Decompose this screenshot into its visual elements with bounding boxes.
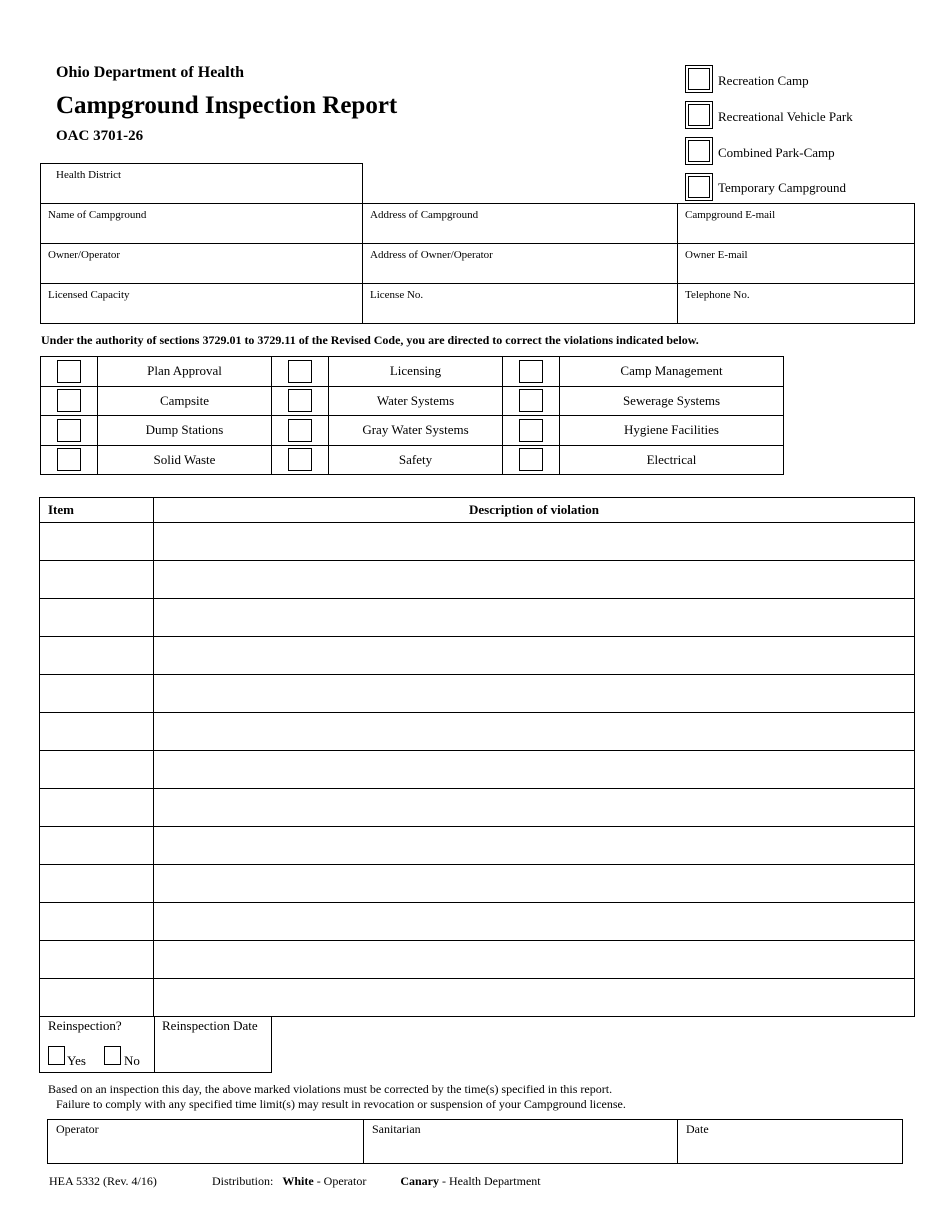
item-cell[interactable]: [40, 865, 154, 903]
electrical-checkbox[interactable]: [519, 448, 543, 471]
licensed-capacity-field[interactable]: [40, 283, 363, 324]
violation-item-row: [40, 941, 915, 979]
license-number-label: License No.: [370, 289, 424, 301]
description-cell[interactable]: [154, 523, 915, 561]
violation-item-row: [40, 561, 915, 599]
license-number-field[interactable]: [362, 283, 678, 324]
description-cell[interactable]: [154, 903, 915, 941]
description-cell[interactable]: [154, 675, 915, 713]
recreation-camp-label: Recreation Camp: [718, 73, 809, 88]
category-label: Campsite: [98, 386, 272, 416]
distribution-label: Distribution:: [212, 1174, 274, 1188]
description-cell[interactable]: [154, 979, 915, 1017]
violation-item-row: [40, 789, 915, 827]
item-cell[interactable]: [40, 941, 154, 979]
category-label: Hygiene Facilities: [560, 416, 784, 446]
item-cell[interactable]: [40, 561, 154, 599]
item-column-header: Item: [40, 498, 154, 523]
description-cell[interactable]: [154, 941, 915, 979]
licensed-capacity-label: Licensed Capacity: [48, 289, 130, 301]
dump-stations-checkbox[interactable]: [57, 419, 81, 442]
category-label: Licensing: [329, 357, 503, 387]
combined-park-camp-label: Combined Park-Camp: [718, 145, 835, 160]
compliance-notice-line-1: Based on an inspection this day, the above marked violations must be corrected by the time(s) specified in this report.: [48, 1082, 613, 1096]
reinspection-yes-checkbox[interactable]: [48, 1046, 65, 1065]
campground-name-field[interactable]: [40, 203, 363, 244]
reinspection-yes-label: Yes: [67, 1053, 86, 1068]
item-cell[interactable]: [40, 789, 154, 827]
date-field[interactable]: [677, 1119, 903, 1164]
recreation-camp-checkbox[interactable]: [685, 65, 713, 93]
category-label: Camp Management: [560, 357, 784, 387]
category-row: [41, 386, 784, 416]
canary-copy-desc: - Health Department: [439, 1174, 541, 1188]
description-cell[interactable]: [154, 599, 915, 637]
regulation-code: OAC 3701-26: [56, 128, 144, 144]
violation-item-row: [40, 637, 915, 675]
category-label: Safety: [329, 445, 503, 475]
category-label: Sewerage Systems: [560, 386, 784, 416]
violation-item-row: [40, 827, 915, 865]
description-cell[interactable]: [154, 561, 915, 599]
owner-operator-label: Owner/Operator: [48, 249, 121, 261]
rv-park-label: Recreational Vehicle Park: [718, 109, 853, 124]
item-cell[interactable]: [40, 599, 154, 637]
reinspection-question: Reinspection?: [48, 1018, 122, 1033]
temporary-campground-checkbox[interactable]: [685, 173, 713, 201]
sanitarian-signature-field[interactable]: [363, 1119, 678, 1164]
violation-item-row: [40, 865, 915, 903]
description-cell[interactable]: [154, 637, 915, 675]
campsite-checkbox[interactable]: [57, 389, 81, 412]
category-row: [41, 416, 784, 446]
licensing-checkbox[interactable]: [288, 360, 312, 383]
item-cell[interactable]: [40, 637, 154, 675]
date-label: Date: [686, 1122, 709, 1136]
violation-item-row: [40, 675, 915, 713]
distribution-info: [212, 1174, 541, 1189]
violation-item-row: [40, 599, 915, 637]
description-cell[interactable]: [154, 713, 915, 751]
telephone-field[interactable]: [677, 283, 915, 324]
temporary-campground-label: Temporary Campground: [718, 180, 846, 195]
campground-address-field[interactable]: [362, 203, 678, 244]
campground-email-label: Campground E-mail: [685, 209, 776, 221]
solid-waste-checkbox[interactable]: [57, 448, 81, 471]
owner-email-label: Owner E-mail: [685, 249, 748, 261]
compliance-notice-line-2: Failure to comply with any specified time limit(s) may result in revocation or suspension of your Campground license.: [56, 1097, 626, 1111]
owner-address-label: Address of Owner/Operator: [370, 249, 493, 261]
description-column-header: Description of violation: [154, 498, 915, 523]
combined-park-camp-checkbox[interactable]: [685, 137, 713, 165]
item-cell[interactable]: [40, 751, 154, 789]
violation-categories-table: [40, 356, 784, 475]
owner-address-field[interactable]: [362, 243, 678, 284]
sewerage-systems-checkbox[interactable]: [519, 389, 543, 412]
item-cell[interactable]: [40, 979, 154, 1017]
violation-item-row: [40, 979, 915, 1017]
campground-address-label: Address of Campground: [370, 209, 479, 221]
authority-statement: Under the authority of sections 3729.01 to 3729.11 of the Revised Code, you are directed to correct the violations indicated below.: [41, 333, 699, 347]
page-title: Campground Inspection Report: [56, 92, 398, 119]
item-cell[interactable]: [40, 827, 154, 865]
reinspection-question-cell: [39, 1016, 155, 1073]
reinspection-no-label: No: [124, 1053, 140, 1068]
health-district-label: Health District: [56, 169, 122, 181]
category-label: Solid Waste: [98, 445, 272, 475]
items-header-row: [40, 498, 915, 523]
category-row: [41, 445, 784, 475]
organization-name: Ohio Department of Health: [56, 64, 244, 81]
description-cell[interactable]: [154, 751, 915, 789]
description-cell[interactable]: [154, 865, 915, 903]
rv-park-checkbox[interactable]: [685, 101, 713, 129]
category-label: Electrical: [560, 445, 784, 475]
plan-approval-checkbox[interactable]: [57, 360, 81, 383]
item-cell[interactable]: [40, 675, 154, 713]
category-label: Gray Water Systems: [329, 416, 503, 446]
item-cell[interactable]: [40, 903, 154, 941]
category-label: Water Systems: [329, 386, 503, 416]
operator-signature-field[interactable]: [47, 1119, 364, 1164]
violation-items-table: [39, 497, 915, 1017]
violation-item-row: [40, 751, 915, 789]
item-cell[interactable]: [40, 713, 154, 751]
item-cell[interactable]: [40, 523, 154, 561]
description-cell[interactable]: [154, 827, 915, 865]
violation-item-row: [40, 523, 915, 561]
owner-operator-field[interactable]: [40, 243, 363, 284]
violation-item-row: [40, 903, 915, 941]
camp-management-checkbox[interactable]: [519, 360, 543, 383]
health-district-field[interactable]: [40, 163, 363, 204]
white-copy-label: White: [282, 1174, 314, 1188]
reinspection-no-checkbox[interactable]: [104, 1046, 121, 1065]
violation-item-row: [40, 713, 915, 751]
category-row: [41, 357, 784, 387]
hygiene-facilities-checkbox[interactable]: [519, 419, 543, 442]
white-copy-desc: - Operator: [313, 1174, 367, 1188]
operator-label: Operator: [56, 1122, 99, 1136]
form-number: HEA 5332 (Rev. 4/16): [49, 1174, 157, 1188]
gray-water-systems-checkbox[interactable]: [288, 419, 312, 442]
category-label: Dump Stations: [98, 416, 272, 446]
canary-copy-label: Canary: [400, 1174, 439, 1188]
campground-email-field[interactable]: [677, 203, 915, 244]
sanitarian-label: Sanitarian: [372, 1122, 421, 1136]
description-cell[interactable]: [154, 789, 915, 827]
water-systems-checkbox[interactable]: [288, 389, 312, 412]
reinspection-date-label: Reinspection Date: [162, 1018, 258, 1033]
safety-checkbox[interactable]: [288, 448, 312, 471]
telephone-label: Telephone No.: [685, 289, 750, 301]
campground-name-label: Name of Campground: [48, 209, 147, 221]
category-label: Plan Approval: [98, 357, 272, 387]
reinspection-date-field[interactable]: [154, 1016, 272, 1073]
owner-email-field[interactable]: [677, 243, 915, 284]
